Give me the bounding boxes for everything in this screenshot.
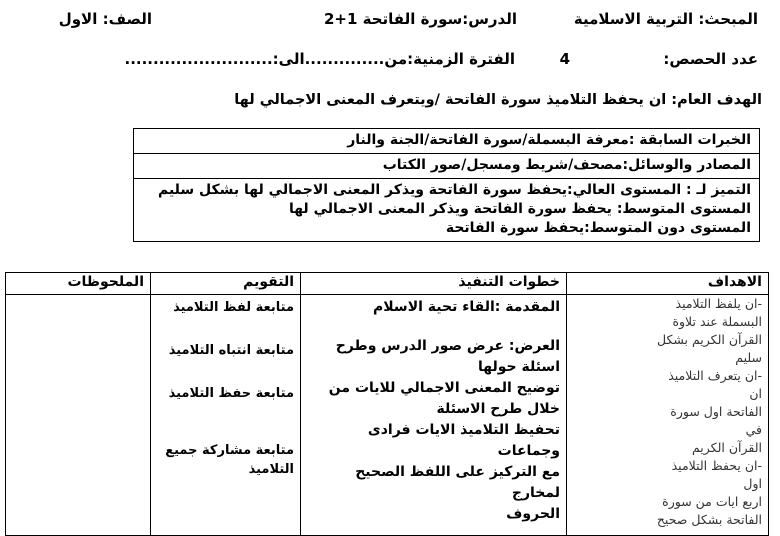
header-steps: خطوات التنفيذ <box>301 273 567 295</box>
level-high: التميز لـ : المستوى العالي:يحفظ سورة الفاتحة ويذكر المعنى الاجمالي لها بشكل سليم <box>157 182 751 198</box>
goal-line: -ان يلفظ التلاميذ <box>675 296 762 311</box>
lesson-label: الدرس:سورة الفاتحة 1+2 <box>323 10 517 28</box>
header-notes: الملحوظات <box>6 273 151 295</box>
goal-line: القرآن الكريم <box>691 440 762 455</box>
levels-row <box>134 179 759 241</box>
goals-cell <box>567 295 769 536</box>
header-goals: الاهداف <box>567 273 769 295</box>
table-header-row <box>6 273 769 295</box>
header-evaluation: التقويم <box>151 273 301 295</box>
general-goal: الهدف العام: ان يحفظ التلاميذ سورة الفاتحة /ويتعرف المعنى الاجمالي لها <box>234 92 762 108</box>
table-row <box>6 295 769 536</box>
grade-label: الصف: الاول <box>58 10 152 28</box>
goal-line: سليم <box>735 350 762 365</box>
goal-line: الفاتحة اول سورة في <box>670 404 762 437</box>
eval-line: متابعة انتباه التلاميذ <box>168 343 294 358</box>
notes-cell <box>6 295 151 536</box>
sessions-value: 4 <box>559 50 570 68</box>
steps-cell <box>301 295 567 536</box>
goal-line: الفاتحة بشكل صحيح <box>656 512 762 527</box>
level-low: المستوى دون المتوسط:يحفظ سورة الفاتحة <box>445 220 751 236</box>
subject-label: المبحث: التربية الاسلامية <box>573 10 758 28</box>
step-line: الحروف <box>506 506 560 522</box>
sessions-label: عدد الحصص: <box>663 50 758 68</box>
goal-line: اربع ايات من سورة <box>662 494 762 509</box>
eval-line: متابعة لفظ التلاميذ <box>173 300 294 315</box>
evaluation-list <box>157 298 294 479</box>
step-line: العرض: عرض صور الدرس وطرح <box>335 338 560 354</box>
goal-line: البسملة عند تلاوة <box>672 314 762 329</box>
evaluation-cell <box>151 295 301 536</box>
goals-list <box>652 295 762 529</box>
eval-line: متابعة حفظ التلاميذ <box>168 386 294 401</box>
eval-line: متابعة مشاركة جميع <box>165 443 294 458</box>
level-medium: المستوى المتوسط: يحفظ سورة الفاتحة ويذكر المعنى الاجمالي لها <box>288 201 751 217</box>
step-line: المقدمة :القاء تحية الاسلام <box>373 299 560 315</box>
steps-list <box>307 297 560 525</box>
eval-line: التلاميذ <box>248 462 294 477</box>
step-line: خلال طرح الاسئلة <box>436 401 560 417</box>
lesson-info-box <box>133 128 760 242</box>
period-label: الفترة الزمنية:من..............الى:.......................... <box>124 50 515 68</box>
resources-row: المصادر والوسائل:مصحف/شريط ومسجل/صور الكتاب <box>134 154 759 179</box>
step-line: مع التركيز على اللفظ الصحيح لمخارج <box>355 464 560 501</box>
goal-line: -ان يتعرف التلاميذ ان <box>668 368 762 401</box>
step-line: اسئلة حولها <box>478 359 560 375</box>
step-line: تحفيظ التلاميذ الايات فرادى وجماعات <box>367 422 560 459</box>
prior-knowledge-row: الخبرات السابقة :معرفة البسملة/سورة الفاتحة/الجنة والنار <box>134 129 759 154</box>
goal-line: القرآن الكريم بشكل <box>657 332 762 347</box>
lesson-plan-table <box>5 272 769 536</box>
goal-line: -ان يحفظ التلاميذ اول <box>671 458 762 491</box>
step-line: توضيح المعنى الاجمالي للايات من <box>328 380 560 396</box>
